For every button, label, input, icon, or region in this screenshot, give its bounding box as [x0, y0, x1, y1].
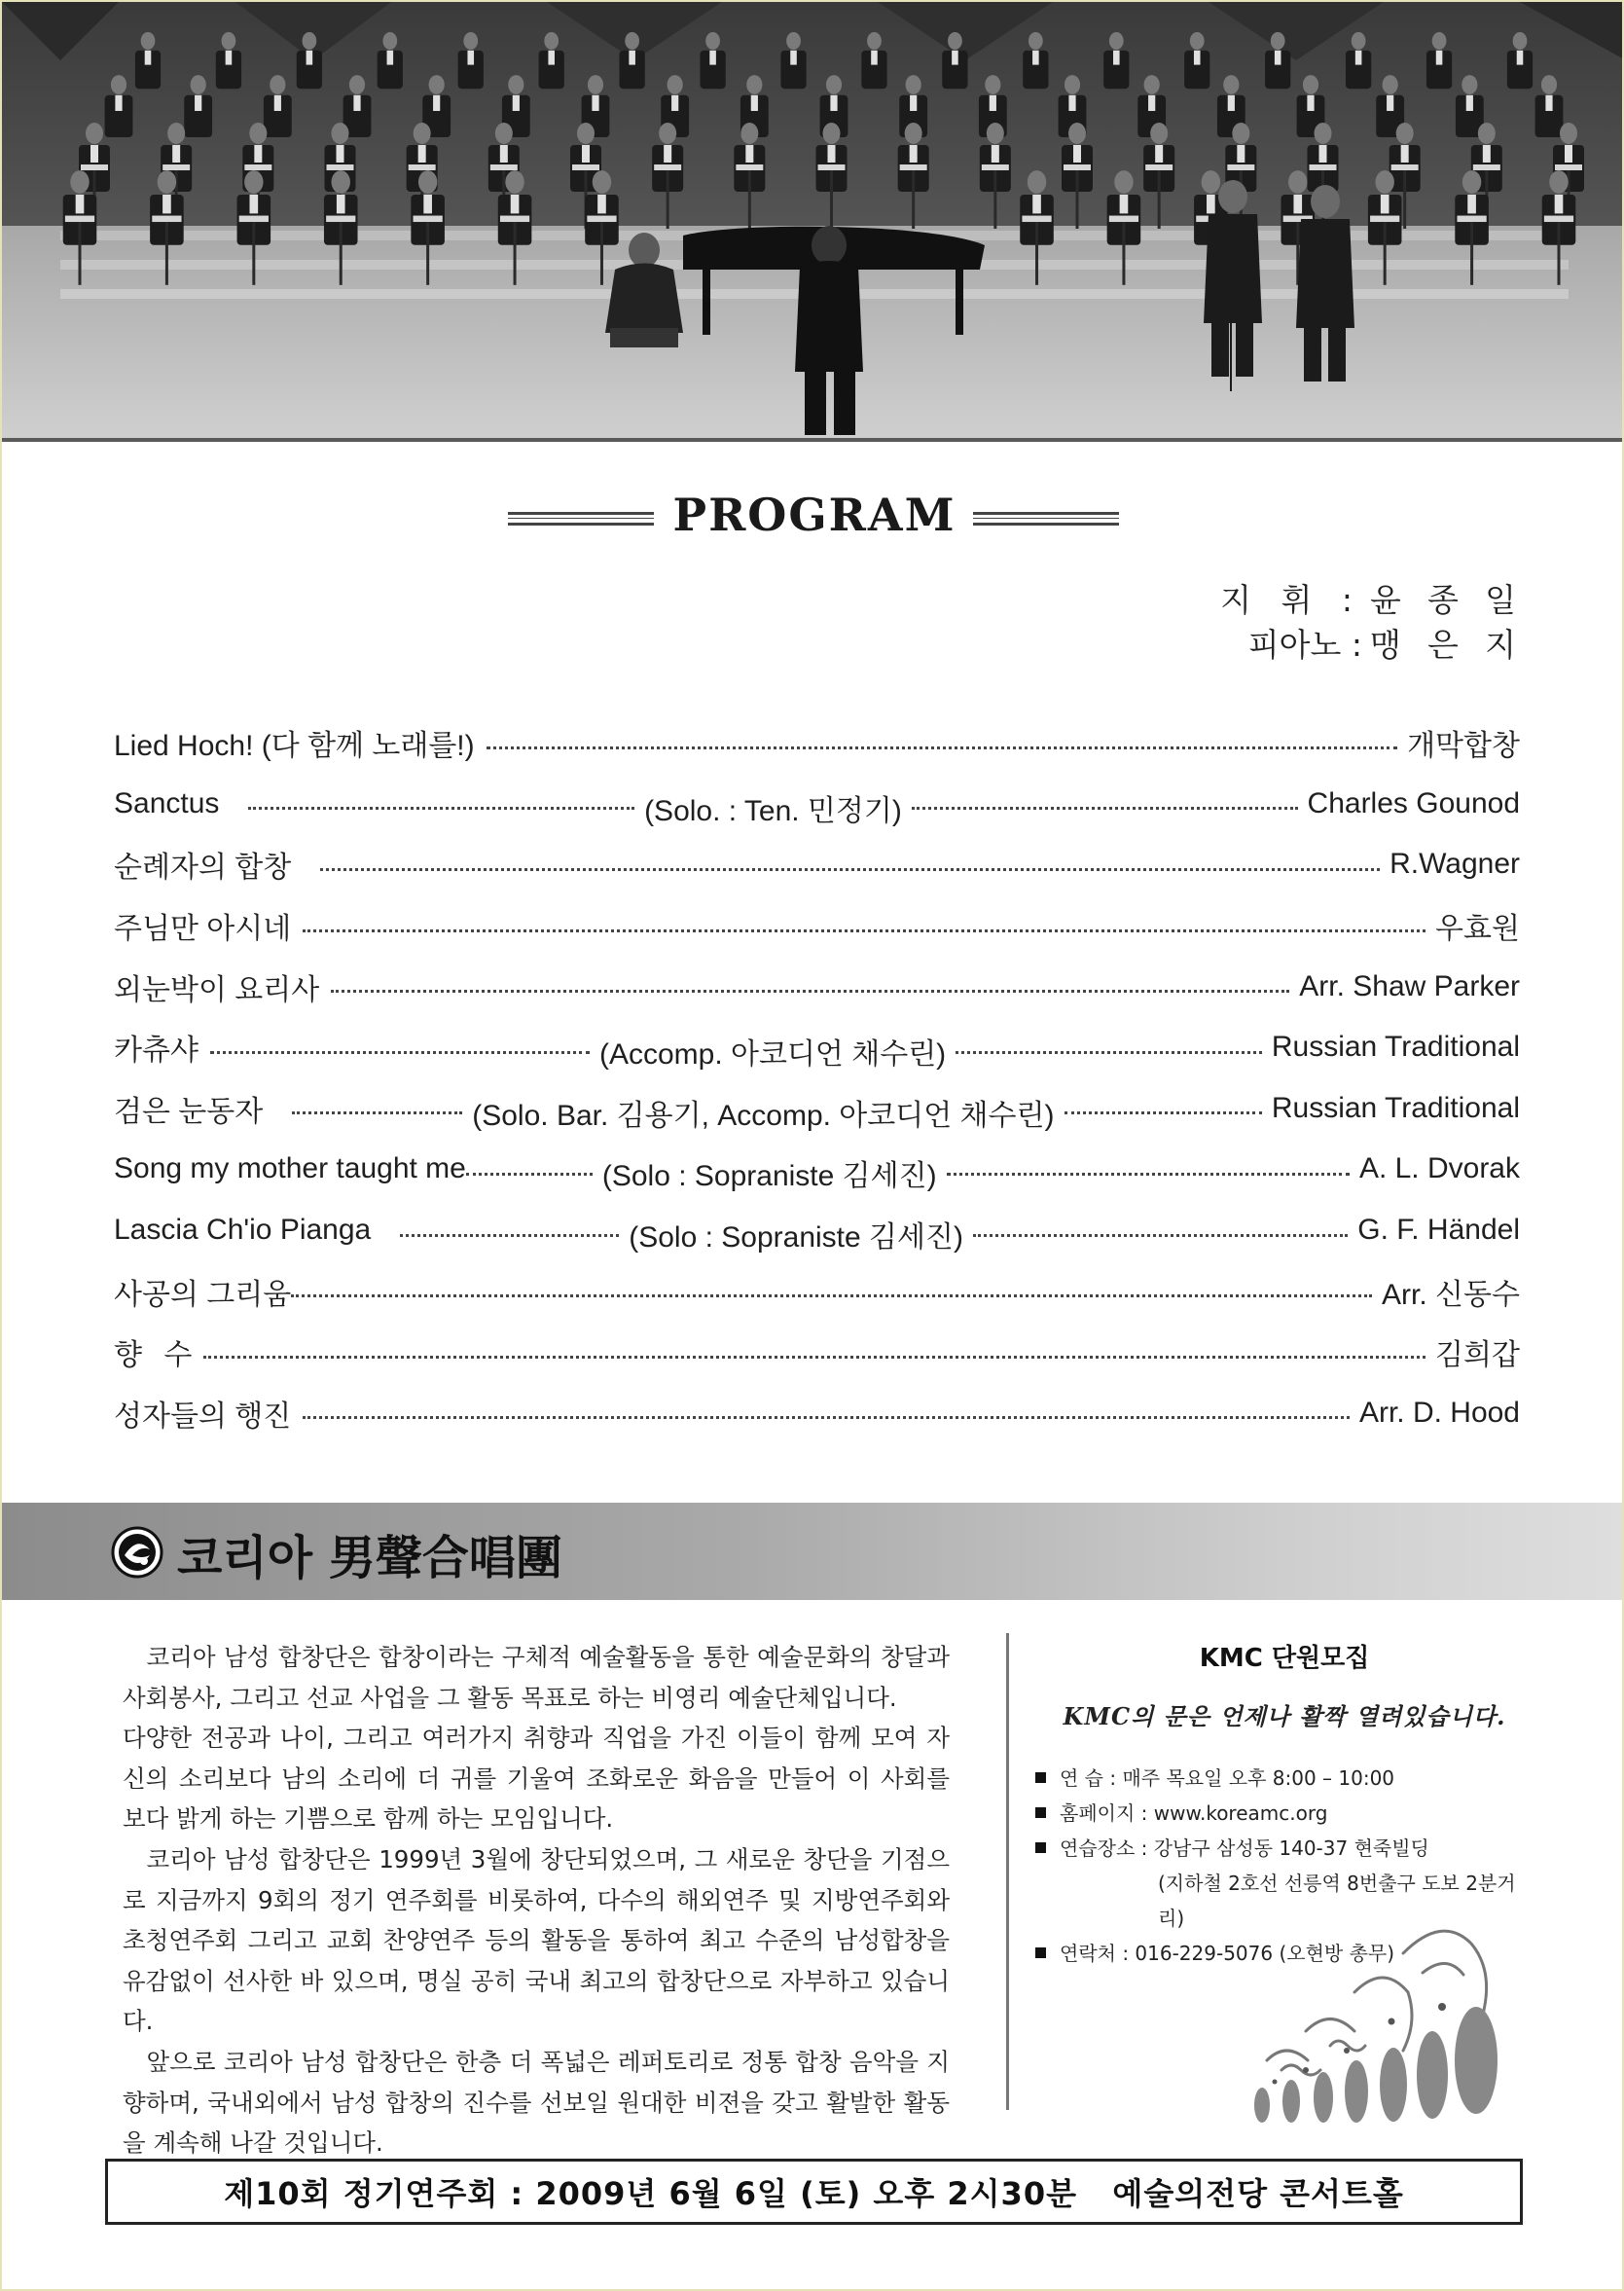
recruit-item-text: 홈페이지 : www.koreamc.org — [1060, 1801, 1328, 1825]
recruit-item — [1031, 1796, 1537, 1831]
singer-head — [1375, 170, 1393, 194]
singer-head — [1150, 123, 1168, 144]
singer-head — [222, 32, 236, 50]
singer-shirt — [254, 145, 262, 163]
singer-shirt — [1401, 145, 1409, 163]
music-stand — [500, 216, 529, 222]
singer-shirt — [1466, 95, 1473, 111]
singer-shirt — [337, 145, 344, 163]
singer-shirt — [162, 195, 171, 213]
program-item-note: (Accomp. 아코디언 채수린) — [598, 1038, 947, 1072]
singer-head — [1383, 75, 1398, 94]
singer-head — [1462, 170, 1481, 194]
singer-shirt — [500, 145, 508, 163]
singer-head — [1288, 170, 1307, 194]
singer-head — [382, 32, 397, 50]
singer-head — [70, 170, 89, 194]
program-item-composer: A. L. Dvorak — [1358, 1152, 1520, 1185]
singer-shirt — [1228, 95, 1235, 111]
singer-head — [270, 75, 285, 94]
music-stand — [1391, 164, 1419, 170]
credit-name-char: 일 — [1485, 581, 1516, 619]
dot-leader — [303, 1416, 1350, 1419]
singer-shirt — [1355, 51, 1362, 65]
credit-name-char: 지 — [1485, 626, 1516, 664]
music-stand-leg — [748, 170, 751, 229]
credit-name-char: 맹 — [1370, 626, 1401, 664]
program-item-composer: 김희갑 — [1435, 1339, 1520, 1372]
singer-shirt — [1120, 195, 1129, 213]
music-stand-leg — [340, 222, 343, 285]
singer-shirt — [195, 95, 201, 111]
singer-shirt — [1467, 195, 1476, 213]
singer-shirt — [1517, 51, 1524, 65]
singer-head — [593, 170, 611, 194]
singer-shirt — [1293, 195, 1302, 213]
singer-shirt — [709, 51, 716, 65]
music-stand — [736, 164, 763, 170]
singer-shirt — [910, 145, 918, 163]
program-item-title: Lied Hoch! (다 함께 노래를!) — [114, 730, 475, 763]
music-stand — [490, 164, 518, 170]
dot-leader — [947, 1173, 1350, 1176]
singer-head — [1315, 123, 1332, 144]
program-item-composer: Arr. D. Hood — [1358, 1396, 1520, 1429]
singer-shirt — [172, 145, 180, 163]
recruit-item — [1031, 1761, 1537, 1796]
music-stand — [1457, 216, 1486, 222]
choir-sketch-illustration — [1238, 1914, 1515, 2128]
singer-shirt — [1237, 145, 1245, 163]
singer-shirt — [990, 95, 996, 111]
music-stand — [818, 164, 846, 170]
music-stand-leg — [1470, 222, 1473, 285]
program-item — [114, 1322, 1520, 1383]
singer-head — [588, 75, 603, 94]
singer-head — [1478, 123, 1496, 144]
singer-head — [948, 32, 962, 50]
music-stand — [326, 216, 355, 222]
program-item — [114, 1260, 1520, 1322]
about-paragraph: 다양한 전공과 나이, 그리고 여러가지 취향과 직업을 가진 이들이 함께 모여 자신의 소리보다 남의 소리에 더 귀를 기울여 조화로운 화음을 만들어 이 사회를 보다 밝게 하는 기쁨으로 함께 하는 모임입니다. — [123, 1724, 950, 1834]
music-stand — [1109, 216, 1138, 222]
singer-shirt — [671, 95, 678, 111]
column-divider — [1006, 1633, 1009, 2110]
singer-head — [463, 32, 478, 50]
music-stand — [587, 216, 616, 222]
singer-head — [659, 123, 676, 144]
recruit-item — [1031, 1831, 1537, 1866]
singer-head — [495, 123, 513, 144]
singer-shirt — [513, 95, 520, 111]
music-stand — [1544, 216, 1573, 222]
program-item-composer: Charles Gounod — [1307, 786, 1520, 819]
singer-shirt — [423, 195, 432, 213]
choir-logo-icon — [111, 1526, 163, 1579]
choir-about — [123, 1637, 950, 2164]
singer-head — [303, 32, 317, 50]
dot-leader — [912, 807, 1298, 810]
singer-head — [823, 123, 841, 144]
dot-leader — [210, 1051, 590, 1054]
program-item-title: 사공의 그리움 — [114, 1278, 292, 1311]
singer-head — [1541, 75, 1557, 94]
singer-head — [158, 170, 176, 194]
program-item-title: Sanctus — [114, 786, 220, 819]
music-stand-leg — [1558, 222, 1561, 285]
music-stand — [162, 164, 190, 170]
singer-shirt — [952, 51, 958, 65]
singer-head — [1114, 170, 1133, 194]
singer-head — [867, 32, 882, 50]
singer-head — [746, 75, 762, 94]
singer-shirt — [387, 51, 394, 65]
credit-role: 피아노 : — [1247, 626, 1362, 664]
program-rule-right — [973, 512, 1119, 526]
singer-head — [987, 123, 1004, 144]
singer-head — [985, 75, 1000, 94]
choir-name-band — [2, 1503, 1624, 1600]
dot-leader — [973, 1234, 1348, 1237]
singer-head — [1432, 32, 1447, 50]
dot-leader — [303, 929, 1426, 932]
singer-head — [1513, 32, 1528, 50]
program-item-note: (Solo : Sopraniste 김세진) — [601, 1160, 937, 1193]
singer-shirt — [1545, 95, 1552, 111]
music-stand-leg — [79, 222, 82, 285]
singer-head — [86, 123, 103, 144]
singer-head — [786, 32, 801, 50]
singer-shirt — [337, 195, 345, 213]
singer-head — [1223, 75, 1239, 94]
singer-shirt — [1032, 51, 1039, 65]
singer-head — [1190, 32, 1205, 50]
singer-shirt — [664, 145, 671, 163]
singer-shirt — [871, 51, 878, 65]
music-stand-leg — [1384, 222, 1387, 285]
music-stand-leg — [830, 170, 833, 229]
music-stand-leg — [1122, 222, 1125, 285]
about-paragraph: 코리아 남성 합창단은 합창이라는 구체적 예술활동을 통한 예술문화의 창달과 사회봉사, 그리고 선교 사업을 그 활동 목표로 하는 비영리 예술단체입니다. — [123, 1643, 950, 1712]
singer-shirt — [1319, 145, 1327, 163]
program-item-composer: Arr. Shaw Parker — [1299, 969, 1520, 1002]
singer-shirt — [274, 95, 281, 111]
program-item-note: (Solo. : Ten. 민정기) — [644, 794, 902, 827]
singer-shirt — [90, 145, 98, 163]
singer-shirt — [1207, 195, 1215, 213]
singer-shirt — [226, 51, 233, 65]
program-item-title: 향 수 — [114, 1339, 193, 1372]
music-stand — [654, 164, 681, 170]
music-stand — [1555, 164, 1582, 170]
bullet-square-icon — [1035, 1947, 1046, 1958]
singer-head — [544, 32, 559, 50]
singer-head — [244, 170, 263, 194]
singer-head — [826, 75, 842, 94]
singer-shirt — [548, 51, 555, 65]
program-item — [114, 956, 1520, 1017]
recruit-title: KMC 단원모집 — [1199, 1644, 1370, 1673]
singer-head — [705, 32, 720, 50]
music-stand-leg — [1403, 170, 1406, 229]
credit-conductor — [1205, 578, 1516, 623]
music-stand — [152, 216, 181, 222]
singer-shirt — [745, 145, 753, 163]
music-stand-leg — [514, 222, 517, 285]
singer-shirt — [307, 51, 313, 65]
singer-shirt — [1436, 51, 1443, 65]
program-item-title: 주님만 아시네 — [114, 913, 292, 946]
singer-shirt — [1483, 145, 1491, 163]
dot-leader — [1065, 1111, 1262, 1114]
singer-shirt — [1155, 145, 1163, 163]
singer-head — [332, 170, 350, 194]
program-item-title: 성자들의 행진 — [114, 1400, 292, 1433]
singer-head — [505, 170, 523, 194]
program-header — [2, 489, 1624, 551]
music-stand — [900, 164, 927, 170]
singer-head — [577, 123, 595, 144]
singer-head — [906, 75, 921, 94]
recruit-item-text: 연습장소 : 강남구 삼성동 140-37 현죽빌딩 — [1060, 1836, 1429, 1860]
program-item-title: Lascia Ch'io Pianga — [114, 1214, 372, 1247]
program-item-title: 순례자의 합창 — [114, 852, 292, 885]
music-stand-leg — [426, 222, 429, 285]
singer-shirt — [790, 51, 797, 65]
singer-shirt — [1113, 51, 1120, 65]
program-item — [114, 1200, 1520, 1261]
credit-role: 지 휘 : — [1220, 581, 1362, 619]
dot-leader — [466, 1173, 593, 1176]
program-item-composer: R.Wagner — [1389, 848, 1520, 881]
singer-head — [508, 75, 523, 94]
program-item — [114, 712, 1520, 774]
program-item-composer: Russian Traditional — [1271, 1091, 1520, 1124]
music-stand — [409, 164, 436, 170]
music-stand-leg — [912, 170, 915, 229]
program-item-composer: Arr. 신동수 — [1382, 1278, 1520, 1311]
recruit-subtitle: KMC의 문은 언제나 활짝 열려있습니다. — [1063, 1702, 1506, 1730]
singer-head — [625, 32, 639, 50]
singer-shirt — [76, 195, 85, 213]
program-item — [114, 1139, 1520, 1200]
music-stand-leg — [993, 170, 996, 229]
singer-shirt — [1387, 95, 1393, 111]
program-item — [114, 834, 1520, 895]
program-item-composer: 우효원 — [1435, 913, 1520, 946]
program-item-composer: G. F. Händel — [1357, 1214, 1520, 1247]
about-paragraph: 앞으로 코리아 남성 합창단은 한층 더 폭넓은 레퍼토리로 정통 합창 음악을 지향하며, 국내외에서 남성 합창의 진수를 선보일 원대한 비젼을 갖고 활발한 활동을 계속해 나갈 것입니다. — [123, 2047, 950, 2158]
singer-shirt — [467, 51, 474, 65]
singer-shirt — [1381, 195, 1389, 213]
program-item — [114, 1078, 1520, 1140]
recruit-item-text: 연락처 : 016-229-5076 (오현방 총무) — [1060, 1942, 1395, 1965]
singer-head — [167, 123, 185, 144]
music-stand — [572, 164, 599, 170]
program-item-composer: 개막합창 — [1407, 730, 1520, 763]
singer-head — [349, 75, 365, 94]
music-stand-leg — [165, 222, 168, 285]
singer-head — [1028, 170, 1046, 194]
recruit-item-text: 연 습 : 매주 목요일 오후 8:00 – 10:00 — [1060, 1766, 1395, 1790]
singer-head — [414, 123, 431, 144]
choir-photo — [2, 2, 1624, 442]
singer-shirt — [597, 195, 606, 213]
singer-head — [1109, 32, 1124, 50]
singer-head — [1065, 75, 1080, 94]
singer-head — [1303, 75, 1318, 94]
program-item-note: (Solo : Sopraniste 김세진) — [629, 1221, 963, 1255]
singer-shirt — [830, 95, 837, 111]
singer-shirt — [910, 95, 917, 111]
singer-shirt — [1068, 95, 1075, 111]
singer-head — [191, 75, 206, 94]
music-stand — [982, 164, 1009, 170]
dot-leader — [320, 868, 1380, 871]
concert-info: 제10회 정기연주회 : 2009년 6월 6일 (토) 오후 2시30분 예술의전당 콘서트홀 — [224, 2175, 1404, 2212]
music-stand — [1022, 216, 1051, 222]
program-item — [114, 1383, 1520, 1444]
singer-shirt — [1555, 195, 1564, 213]
singer-head — [740, 123, 758, 144]
music-stand — [327, 164, 354, 170]
singer-head — [111, 75, 126, 94]
bullet-square-icon — [1035, 1807, 1046, 1818]
singer-head — [1232, 123, 1249, 144]
singer-shirt — [629, 51, 635, 65]
singer-head — [1029, 32, 1043, 50]
program-title: PROGRAM — [672, 489, 956, 541]
recruit-directions: (지하철 2호선 선릉역 8번출구 도보 2분거리) — [1158, 1872, 1516, 1930]
music-stand-leg — [1158, 170, 1161, 229]
music-stand-leg — [600, 222, 603, 285]
singer-head — [905, 123, 922, 144]
singer-shirt — [1148, 95, 1155, 111]
singer-shirt — [1194, 51, 1201, 65]
credits — [1205, 578, 1516, 668]
dot-leader — [291, 1294, 1372, 1297]
singer-shirt — [828, 145, 836, 163]
dot-leader — [956, 1051, 1262, 1054]
singer-shirt — [1073, 145, 1081, 163]
music-stand — [1310, 164, 1337, 170]
music-stand-leg — [1035, 222, 1038, 285]
program-item — [114, 774, 1520, 835]
credit-pianist — [1205, 623, 1516, 668]
music-stand — [1064, 164, 1091, 170]
bullet-square-icon — [1035, 1772, 1046, 1783]
singer-head — [418, 170, 437, 194]
singer-shirt — [751, 95, 758, 111]
bullet-square-icon — [1035, 1842, 1046, 1853]
music-stand-leg — [1076, 170, 1079, 229]
credit-name-char: 윤 — [1370, 581, 1401, 619]
singer-head — [141, 32, 156, 50]
program-list — [114, 712, 1520, 1443]
singer-head — [1144, 75, 1160, 94]
singer-head — [249, 123, 267, 144]
music-stand — [1145, 164, 1173, 170]
music-stand-leg — [667, 170, 669, 229]
singer-head — [1462, 75, 1477, 94]
singer-head — [1068, 123, 1086, 144]
singer-shirt — [592, 95, 598, 111]
singer-head — [1549, 170, 1568, 194]
singer-head — [1271, 32, 1285, 50]
singer-shirt — [1307, 95, 1314, 111]
singer-shirt — [250, 195, 259, 213]
dot-leader — [292, 1111, 462, 1114]
music-stand — [65, 216, 94, 222]
music-stand-leg — [252, 222, 255, 285]
singer-shirt — [992, 145, 999, 163]
dot-leader — [248, 807, 634, 810]
singer-head — [332, 123, 349, 144]
singer-shirt — [115, 95, 122, 111]
program-item-title: 카츄샤 — [114, 1035, 198, 1068]
singer-head — [1560, 123, 1577, 144]
about-paragraph: 코리아 남성 합창단은 1999년 3월에 창단되었으며, 그 새로운 창단을 기점으로 지금까지 9회의 정기 연주회를 비롯하여, 다수의 해외연주 및 지방연주회와 초청연주회 그리고 교회 찬양연주 등의 활동을 통하여 최고 수준의 남성합창을 유감없이 선사한 바 있으며, 명실 공히 국내 최고의 합창단으로 자부하고 있습니다. — [123, 1844, 950, 2036]
singer-head — [1202, 170, 1220, 194]
singer-head — [429, 75, 445, 94]
singer-head — [1352, 32, 1366, 50]
singer-head — [1396, 123, 1414, 144]
program-item — [114, 895, 1520, 957]
credit-name-char: 종 — [1427, 581, 1459, 619]
music-stand — [1370, 216, 1399, 222]
credit-name-char: 은 — [1427, 626, 1459, 664]
dot-leader — [400, 1234, 619, 1237]
singer-shirt — [418, 145, 426, 163]
dot-leader — [487, 746, 1397, 749]
singer-head — [668, 75, 683, 94]
music-stand — [1227, 164, 1254, 170]
music-stand — [414, 216, 443, 222]
program-rule-left — [508, 512, 654, 526]
singer-shirt — [511, 195, 520, 213]
singer-shirt — [1275, 51, 1281, 65]
credit-name — [1370, 578, 1516, 623]
program-item-title: Song my mother taught me — [114, 1152, 466, 1185]
concert-info-box — [105, 2159, 1523, 2225]
music-stand — [1473, 164, 1500, 170]
singer-shirt — [433, 95, 440, 111]
dot-leader — [203, 1356, 1426, 1359]
program-item-note: (Solo. Bar. 김용기, Accomp. 아코디언 채수린) — [472, 1099, 1055, 1132]
program-item — [114, 1017, 1520, 1078]
singer-shirt — [582, 145, 590, 163]
credit-name — [1370, 623, 1516, 668]
choir-name: 코리아 男聲合唱團 — [177, 1531, 562, 1585]
singer-shirt — [1032, 195, 1041, 213]
dot-leader — [331, 990, 1289, 993]
program-item-title: 검은 눈동자 — [114, 1095, 264, 1128]
music-stand — [244, 164, 271, 170]
program-item-title: 외눈박이 요리사 — [114, 973, 320, 1006]
singer-shirt — [1565, 145, 1572, 163]
music-stand — [81, 164, 108, 170]
music-stand — [239, 216, 269, 222]
program-item-composer: Russian Traditional — [1271, 1031, 1520, 1064]
singer-shirt — [145, 51, 152, 65]
singer-shirt — [353, 95, 360, 111]
